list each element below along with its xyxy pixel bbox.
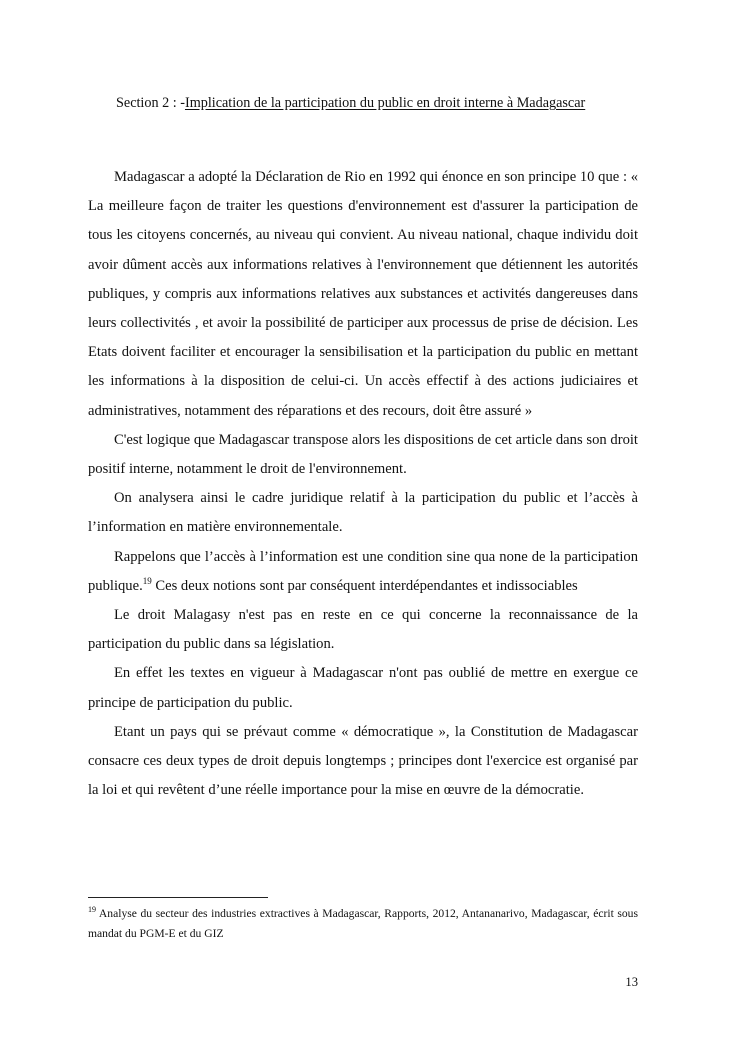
paragraph-texts-in-force: En effet les textes en vigueur à Madagascar n'ont pas oublié de mettre en exergue ce principe de participation du public. <box>88 665 638 711</box>
paragraph-constitution: Etant un pays qui se prévaut comme « démocratique », la Constitution de Madagascar consacre ces deux types de droit depuis longtemps ; principes dont l'exercice est organisé par la loi et qui revêtent d’une réelle importance pour la mise en œuvre de la démocratie. <box>88 723 638 799</box>
footnote <box>88 904 638 944</box>
body-text <box>88 163 638 805</box>
paragraph-access-information <box>88 543 638 601</box>
section-heading <box>116 94 585 112</box>
page-number: 13 <box>625 975 638 989</box>
footnote-text: Analyse du secteur des industries extractives à Madagascar, Rapports, 2012, Antananarivo, Madagascar, écrit sous mandat du PGM-E et du GIZ <box>88 907 638 940</box>
paragraph-transposition: C'est logique que Madagascar transpose alors les dispositions de cet article dans son droit positif interne, notamment le droit de l'environnement. <box>88 431 638 478</box>
footnote-number: 19 <box>88 905 96 914</box>
paragraph-analysis: On analysera ainsi le cadre juridique relatif à la participation du public et l’accès à l’information en matière environnementale. <box>88 490 638 536</box>
paragraph-malagasy-law: Le droit Malagasy n'est pas en reste en ce qui concerne la reconnaissance de la participation du public dans sa législation. <box>88 607 638 653</box>
paragraph-access-text: Rappelons que l’accès à l’information est une condition sine qua none de la participation publique. <box>88 548 638 594</box>
paragraph-rio-declaration: Madagascar a adopté la Déclaration de Rio en 1992 qui énonce en son principe 10 que : « La meilleure façon de traiter les questions d'environnement est d'assurer la participation de tous les citoyens concernés, au niveau qui convient. Au niveau national, chaque individu doit avoir dûment accès aux informations relatives à l'environnement que détiennent les autorités publiques, y compris aux informations relatives aux substances et activités dangereuses dans leurs collectivités , et avoir la possibilité de participer aux processus de prise de décision. Les Etats doivent faciliter et encourager la sensibilisation et la participation du public en mettant les informations à la disposition de celui-ci. Un accès effectif à des actions judiciaires et administratives, notamment des réparations et des recours, doit être assuré » <box>88 169 638 419</box>
paragraph-access-text-end: Ces deux notions sont par conséquent interdépendantes et indissociables <box>151 577 578 594</box>
footnote-separator <box>88 897 268 898</box>
footnote-reference[interactable]: 19 <box>142 575 152 586</box>
section-heading-title: Implication de la participation du public en droit interne à Madagascar <box>184 95 586 111</box>
section-heading-prefix: Section 2 : - <box>116 95 185 111</box>
